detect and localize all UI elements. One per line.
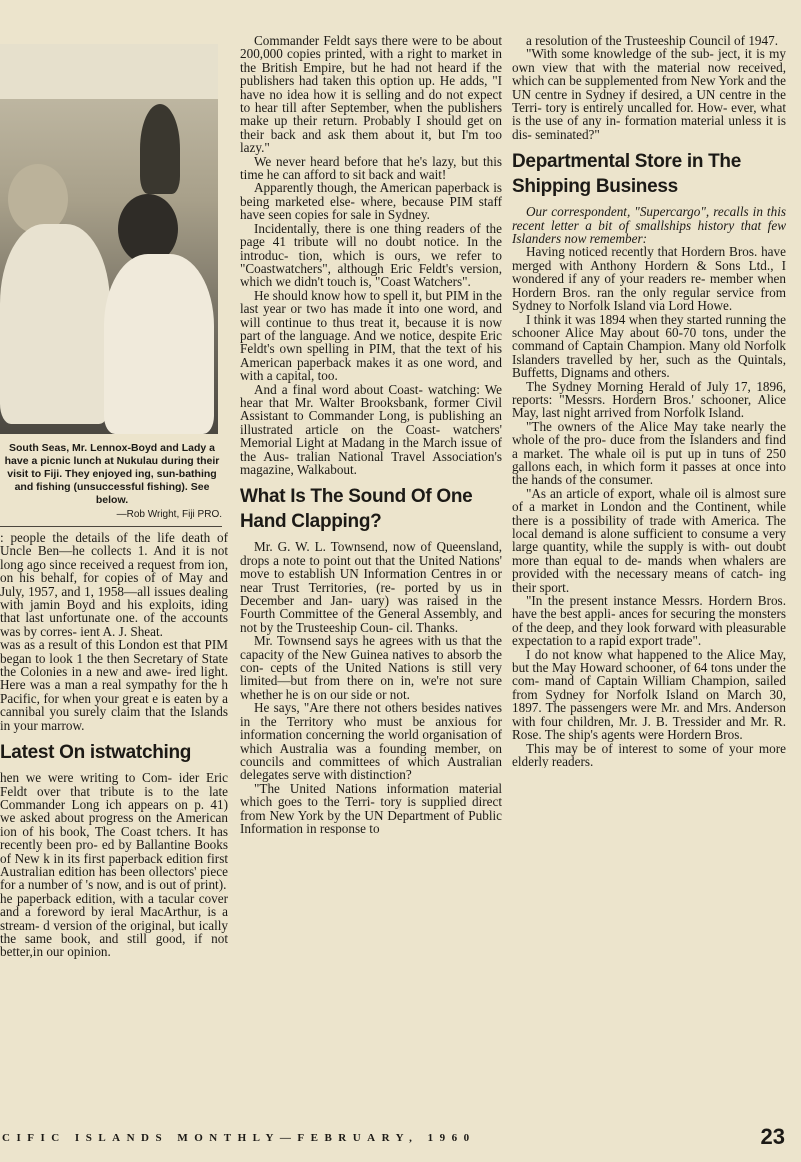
article-paragraph: Mr. Townsend says he agrees with us that the capacity of the New Guinea natives to absorb the con- cepts of the United Nations is still very limited—but from there on in, we're not sure whether he is on our side or not. — [240, 633, 502, 702]
section-heading: What Is The Sound Of One Hand Clapping? — [240, 486, 473, 533]
page-number: 23 — [760, 1124, 785, 1149]
left-column — [0, 34, 228, 959]
article-paragraph: Apparently though, the American paperback is being marketed else- where, because PIM staff have seen copies for sale in Sydney. — [240, 180, 502, 223]
article-paragraph: a resolution of the Trusteeship Council of 1947. — [526, 34, 779, 48]
article-paragraph: I do not know what happened to the Alice May, but the May Howard schooner, of 64 tons under the com- mand of Captain William Champion, sailed from Sydney for Norfolk Island on March 30, 1897. The passengers were Mr. and Mrs. Anderson with four children, Mr. J. B. Tressider and Mr. R. Rose. The ship's agents were Hordern Bros. — [512, 646, 786, 743]
section-heading: Latest On istwatching — [0, 742, 192, 764]
article-paragraph: I think it was 1894 when they started running the schooner Alice May about 60-70 tons, under the command of Captain Champion. Many old Norfolk Islanders travelled by her, such as the Quintals, Buffetts, Dignams and others. — [512, 311, 786, 381]
article-paragraph: This may be of interest to some of your more elderly readers. — [512, 740, 786, 769]
plant-shape — [140, 104, 180, 194]
article-paragraph: He should know how to spell it, but PIM in the last year or two has made it into one word, and will continue to thus treat it, because it is now part of the language. And we notice, despite Eric Feldt's own spelling in PIM, that the text of his American paperback makes it as one word, and with a capital, too. — [240, 287, 502, 384]
article-intro: Our correspondent, "Supercargo", recalls in this recent letter a bit of smallships history that few Islanders now remember: — [512, 204, 786, 247]
article-paragraph: And a final word about Coast- watching: We hear that Mr. Walter Brooksbank, former Civil Assistant to Commander Long, is publishing an illustrated article on the Coast- watchers' Memorial Light at Madang in the March issue of the Aus- tralian National Travel Association's magazine, Walkabout. — [240, 381, 502, 477]
article-paragraph: "The owners of the Alice May take nearly the whole of the pro- duce from the Islanders and find a market. The whale oil is put up in tuns of 250 gallons each, in which form it passes at once into the hands of the consumer. — [512, 418, 786, 488]
article-paragraph: hen we were writing to Com- ider Eric Feldt over that tribute is to the late Commander Long ich appears on p. 41) we asked about progress on the American ion of his book, The Coast tchers. It has recently been pro- ed by Ballantine Books of New k in its first paperback edition first Australian edition has been ollectors' piece for a number of 's now, and is out of print). — [0, 770, 228, 893]
article-paragraph: He says, "Are there not others besides natives in the Territory who must be anxious for information concerning the world organisation of which Australia was a founding member, on councils and committees of which Australian delegates serve with distinction? — [240, 700, 502, 783]
article-paragraph: he paperback edition, with a tacular cover and a foreword by ieral MacArthur, is a stream- d version of the original, but ically the same book, and still good, if not better,in our opinion. — [0, 890, 228, 959]
article-paragraph: "In the present instance Messrs. Hordern Bros. have the best appli- ances for securing the monsters of the deep, and they look forward with pleasurable expectation to a rapid export trade". — [512, 593, 786, 649]
man-body — [0, 224, 110, 424]
middle-column — [240, 34, 502, 835]
article-paragraph: was as a result of this London est that PIM began to look 1 the then Secretary of State the Colonies in a new and awe- ired light. Here was a man a real sympathy for the h Pacific, for when your great e is eaten by a cannibal you surely claim that the Islands in your marrow. — [0, 637, 228, 733]
article-paragraph: "As an article of export, whale oil is almost sure of a market in London and the Continent, while there is a possibility of trade with America. The local demand is alone sufficient to consume a very large quantity, while the supply is with- out doubt more than equal to de- mands when whalers are provided with the necessary means of catch- ing their sport. — [512, 485, 786, 595]
article-paragraph: Incidentally, there is one thing readers of the page 41 tribute will no doubt notice. In the introduc- tion, which is ours, we refer to "Coastwatchers", although Eric Feldt's version, which we didn't touch is, "Coast Watchers". — [240, 220, 502, 290]
photo-caption: South Seas, Mr. Lennox-Boyd and Lady a have a picnic lunch at Nukulau during their visit to Fiji. They enjoyed ing, sun-bathing and fishing (unsuccessful fishing). See below. — [4, 442, 220, 506]
article-paragraph: "The United Nations information material which goes to the Terri- tory is supplied direct from New York by the UN Department of Public Information in response to — [240, 780, 502, 836]
article-paragraph: : people the details of the life death of Uncle Ben—he collects 1. And it is not long ago since received a request from ion, on his behalf, for copies of of May and July, 1957, and 1, 1958—all issues dealing with jamin Boyd and his exploits, iding that last unfortunate one. of the accounts was by corres- ient A. J. Sheat. — [0, 530, 228, 639]
article-paragraph: Commander Feldt says there were to be about 200,000 copies printed, with a right to market in the British Empire, but he had not heard if the publishers had taken this option up. He adds, "I have no idea how it is selling and do not expect to hear till after September, when the publishers make up their return. Probably I should get on their back and ask them about it, but I'm too lazy." — [240, 34, 502, 156]
divider — [0, 526, 222, 527]
article-paragraph: Mr. G. W. L. Townsend, now of Queensland, drops a note to point out that the United Nations' move to establish UN Information Centres in or near Trust Territories, (re- ported by us in December and Jan- uary) was raised in the Fourth Committee of the General Assembly, and not by the Trusteeship Coun- cil. Thanks. — [240, 539, 502, 635]
right-column — [512, 34, 786, 768]
woman-body — [104, 254, 214, 434]
picnic-photo — [0, 44, 218, 434]
article-paragraph: "With some knowledge of the sub- ject, it is my own view that with the material now received, which can be supplemented from New York and the UN centre in Sydney if desired, a UN centre in the Terri- tory is entirely uncalled for. How- ever, what is the use of any in- formation material unless it is dis- seminated?" — [512, 46, 786, 142]
section-heading: Departmental Store in The Shipping Business — [512, 151, 741, 198]
article-paragraph: We never heard before that he's lazy, but this time he can afford to sit back and wait! — [240, 153, 502, 183]
magazine-title: CIFIC ISLANDS MONTHLY—FEBRUARY, 1960 — [2, 1132, 476, 1144]
photo-credit: —Rob Wright, Fiji PRO. — [116, 509, 222, 520]
page-footer — [0, 1124, 801, 1154]
article-paragraph: The Sydney Morning Herald of July 17, 1896, reports: "Messrs. Hordern Bros.' schooner, Alice May, last night arrived from Norfolk Island. — [512, 378, 786, 421]
article-paragraph: Having noticed recently that Hordern Bros. have merged with Anthony Hordern & Sons Ltd., I wondered if any of your readers re- member when Hordern Bros. ran the only regular service from Sydney to Norfolk Island via Lord Howe. — [512, 244, 786, 314]
